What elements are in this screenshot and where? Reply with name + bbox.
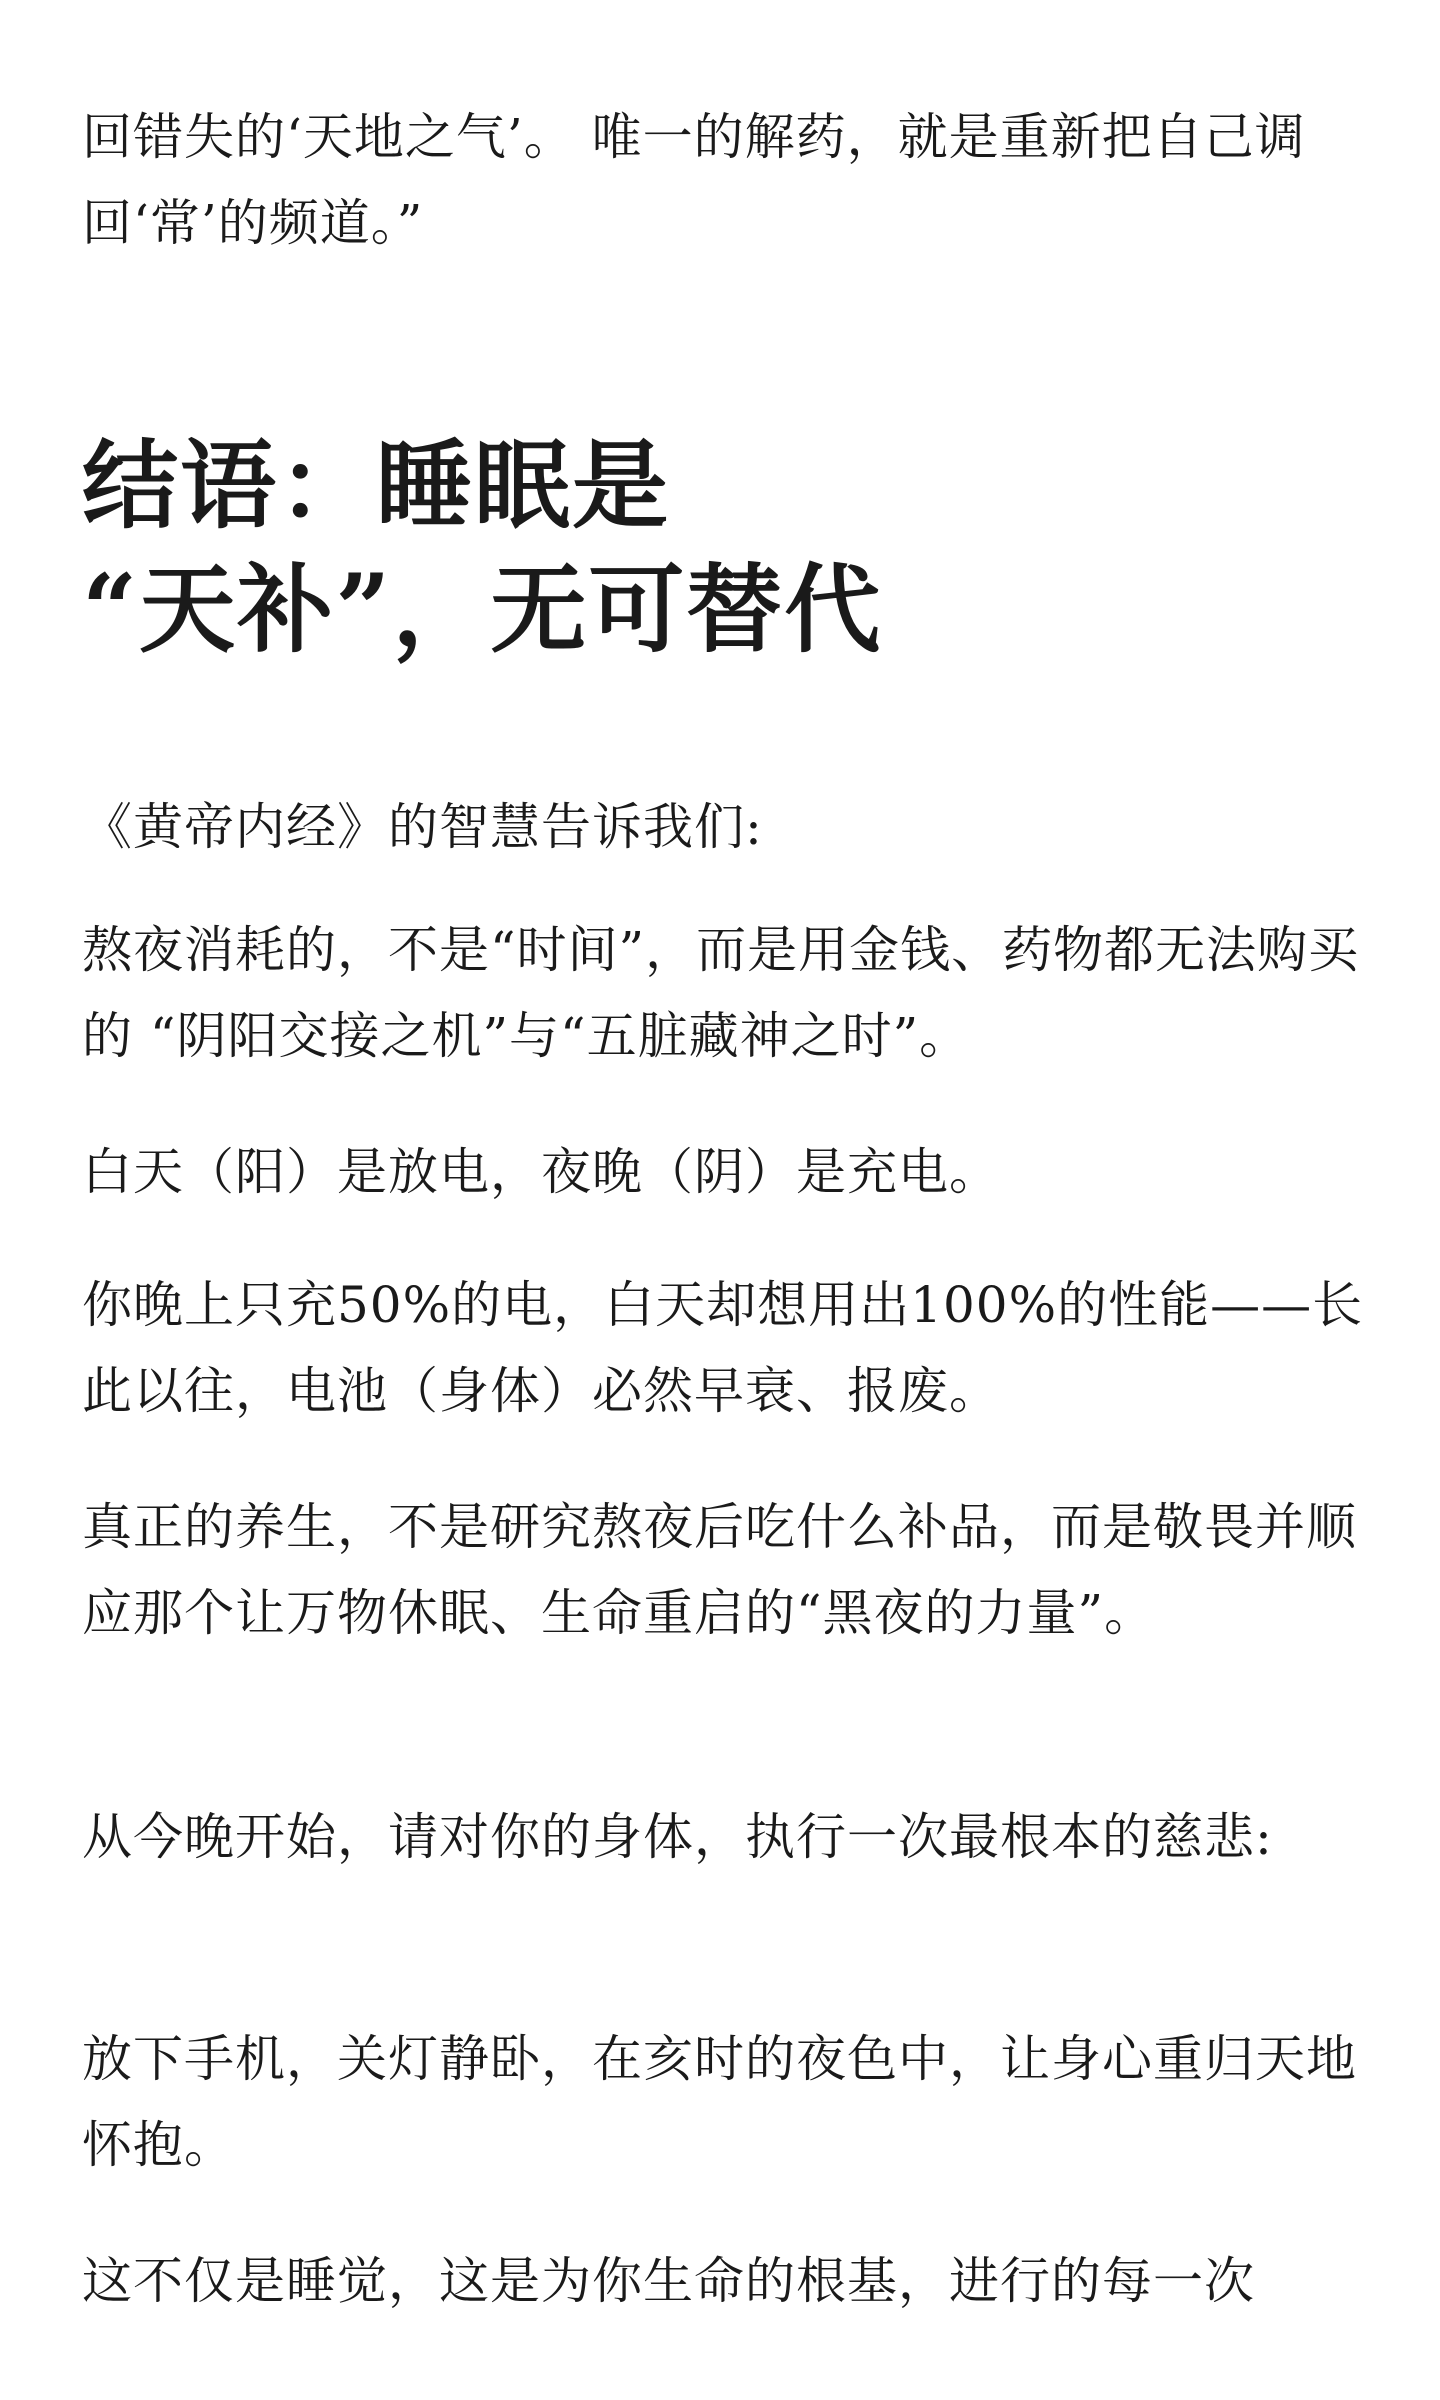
section-heading-conclusion: 结语：睡眠是 “天补”，无可替代	[82, 429, 883, 666]
paragraph: 白天（阳）是放电，夜晚（阴）是充电。	[82, 1143, 1000, 1201]
paragraph: 这不仅是睡觉，这是为你生命的根基，进行的每一次	[82, 2252, 1255, 2310]
paragraph: 放下手机，关灯静卧，在亥时的夜色中，让身心重归天地怀抱。	[82, 2030, 1357, 2174]
paragraph-intro-tail: 回错失的‘天地之气’。 唯一的解药，就是重新把自己调回‘常’的频道。”	[82, 108, 1306, 252]
paragraph: 熬夜消耗的，不是“时间”，而是用金钱、药物都无法购买的 “阴阳交接之机”与“五脏藏神之时”。	[82, 921, 1360, 1065]
paragraph: 你晚上只充50%的电，白天却想用出100%的性能——长此以往，电池（身体）必然早衰、报废。	[82, 1276, 1364, 1420]
paragraph: 从今晚开始，请对你的身体，执行一次最根本的慈悲:	[82, 1808, 1273, 1866]
paragraph: 真正的养生，不是研究熬夜后吃什么补品，而是敬畏并顺应那个让万物休眠、生命重启的“黑夜的力量”。	[82, 1498, 1357, 1642]
paragraph: 《黄帝内经》的智慧告诉我们:	[82, 798, 763, 856]
